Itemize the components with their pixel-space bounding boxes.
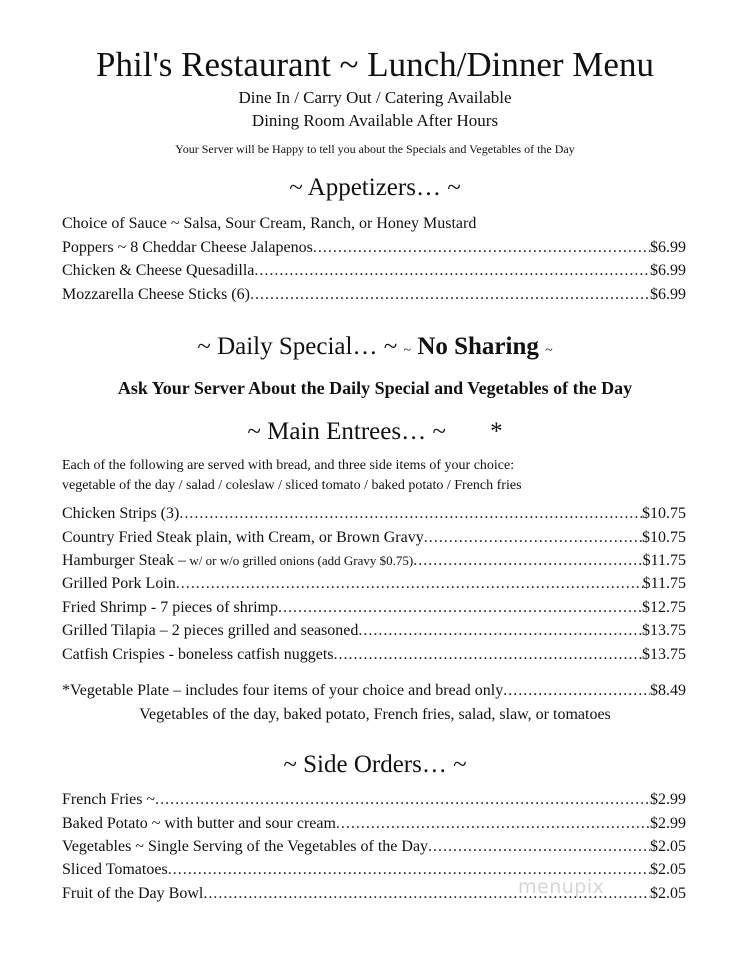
- item-name: Vegetables ~ Single Serving of the Vegetables of the Day: [62, 838, 429, 855]
- item-name: Country Fried Steak plain, with Cream, or Brown Gravy: [62, 529, 424, 546]
- menu-item: [62, 573, 686, 595]
- item-price: $2.05: [650, 885, 686, 902]
- item-price: $13.75: [642, 622, 686, 639]
- vegetable-plate-price: $8.49: [650, 682, 686, 699]
- item-price: $13.75: [642, 646, 686, 663]
- no-sharing-label: No Sharing: [417, 333, 539, 360]
- item-price: $2.99: [650, 791, 686, 808]
- daily-special-heading: [0, 331, 750, 367]
- item-name: Sliced Tomatoes: [62, 861, 168, 878]
- tilde-right: ~: [545, 343, 553, 358]
- dot-leader: [278, 597, 642, 619]
- dot-leader: [336, 813, 650, 835]
- item-name: Grilled Pork Loin: [62, 575, 176, 592]
- item-price: $6.99: [650, 286, 686, 303]
- service-options: Dine In / Carry Out / Catering Available: [238, 88, 512, 107]
- item-name: Grilled Tilapia – 2 pieces grilled and seasoned: [62, 622, 359, 639]
- item-name: Chicken Strips (3): [62, 505, 180, 522]
- dot-leader: [428, 836, 650, 858]
- menu-item: [62, 284, 686, 306]
- menu-item: [62, 260, 686, 282]
- menu-item: [62, 836, 686, 858]
- menu-item: [62, 597, 686, 619]
- dot-leader: [176, 573, 643, 595]
- item-price: $2.99: [650, 815, 686, 832]
- vegetable-plate-name: *Vegetable Plate – includes four items of your choice and bread only: [62, 682, 504, 699]
- menu-item: [62, 789, 686, 811]
- item-name: Mozzarella Cheese Sticks (6): [62, 286, 250, 303]
- item-name: [62, 550, 413, 572]
- menu-item: [62, 620, 686, 642]
- item-detail: w/ or w/o grilled onions (add Gravy $0.75): [186, 553, 414, 568]
- item-name-main: Hamburger Steak –: [62, 552, 187, 569]
- asterisk-marker: *: [490, 418, 503, 445]
- tilde-left: ~: [403, 343, 412, 358]
- dining-room-note: Dining Room Available After Hours: [251, 111, 499, 130]
- item-name: French Fries ~: [62, 791, 156, 808]
- main-entrees-heading: [0, 416, 750, 448]
- item-price: $2.05: [650, 861, 686, 878]
- item-price: $6.99: [650, 262, 686, 279]
- appetizers-heading: ~ Appetizers… ~: [289, 174, 461, 201]
- dot-leader: [358, 620, 642, 642]
- item-price: $10.75: [642, 505, 686, 522]
- item-name: Fried Shrimp - 7 pieces of shrimp: [62, 599, 278, 616]
- vegetable-plate-description: Vegetables of the day, baked potato, French fries, salad, slaw, or tomatoes: [139, 706, 611, 723]
- item-price: $12.75: [642, 599, 686, 616]
- dot-leader: [503, 680, 650, 702]
- item-price: $2.05: [650, 838, 686, 855]
- item-price: $11.75: [642, 552, 686, 569]
- dot-leader: [424, 527, 642, 549]
- dot-leader: [179, 503, 642, 525]
- vegetable-plate-row: [62, 680, 686, 702]
- item-price: $10.75: [642, 529, 686, 546]
- entree-description-2: vegetable of the day / salad / coleslaw / sliced tomato / baked potato / French fries: [62, 478, 522, 493]
- daily-special-ask: Ask Your Server About the Daily Special and Vegetables of the Day: [117, 378, 633, 398]
- dot-leader: [155, 789, 650, 811]
- menu-item: [62, 550, 686, 572]
- item-price: $6.99: [650, 239, 686, 256]
- item-name: Catfish Crispies - boneless catfish nuggets: [62, 646, 334, 663]
- dot-leader: [313, 237, 650, 259]
- dot-leader: [413, 550, 642, 572]
- item-name: Poppers ~ 8 Cheddar Cheese Jalapenos: [62, 239, 313, 256]
- daily-special-label: ~ Daily Special… ~: [197, 333, 398, 360]
- menu-item: [62, 813, 686, 835]
- sauce-note: Choice of Sauce ~ Salsa, Sour Cream, Ranch, or Honey Mustard: [62, 215, 477, 232]
- dot-leader: [254, 260, 650, 282]
- entree-description-1: Each of the following are served with bread, and three side items of your choice:: [62, 458, 515, 473]
- item-price: $11.75: [642, 575, 686, 592]
- item-name: Baked Potato ~ with butter and sour cream: [62, 815, 336, 832]
- main-entrees-label: ~ Main Entrees… ~: [247, 418, 446, 445]
- side-orders-heading: ~ Side Orders… ~: [283, 751, 467, 778]
- dot-leader: [334, 644, 642, 666]
- item-name: Fruit of the Day Bowl: [62, 885, 204, 902]
- item-name: Chicken & Cheese Quesadilla: [62, 262, 255, 279]
- menu-item: [62, 527, 686, 549]
- menu-item: [62, 644, 686, 666]
- watermark-logo: menupix: [518, 876, 605, 898]
- page-title: Phil's Restaurant ~ Lunch/Dinner Menu: [96, 45, 654, 84]
- dot-leader: [250, 284, 650, 306]
- menu-item: [62, 503, 686, 525]
- menu-item: [62, 237, 686, 259]
- server-note: Your Server will be Happy to tell you about the Specials and Vegetables of the Day: [175, 142, 575, 156]
